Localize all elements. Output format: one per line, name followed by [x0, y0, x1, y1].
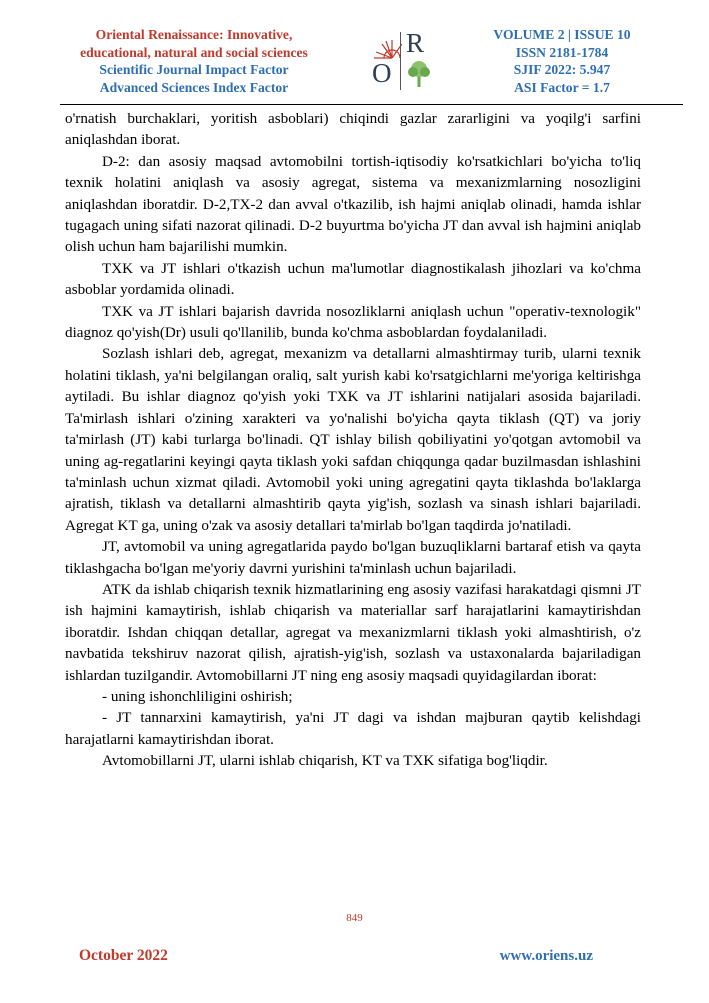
page-header: [0, 0, 709, 106]
tree-icon: [404, 58, 434, 88]
header-divider: [60, 104, 683, 105]
footer-date: October 2022: [79, 947, 168, 964]
logo-letter-r: R: [406, 28, 425, 58]
index-factor-label: Advanced Sciences Index Factor: [99, 79, 289, 95]
journal-title-block: [60, 26, 328, 96]
oriens-logo-icon: [364, 30, 436, 90]
paragraph-continued: o'rnatish burchaklari, yoritish asboblari) chiqindi gazlar zararligini va yoqilg'i sarfini aniqlashdan iborat.: [65, 110, 641, 149]
page-number: 849: [346, 912, 363, 924]
logo-letter-o: O: [372, 58, 392, 88]
paragraph-d2: D-2: dan asosiy maqsad avtomobilni tortish-iqtisodiy ko'rsatkichlari bo'yicha to'liq texnik holatini aniqlash va asosiy agregat, sistema va mexanizmlarning nosozligini aniqlashdan iboratdir. D-2,TX-2 dan avval o'tkazilib, ish hajmi aniqlab olinadi, hamda ishlar tugagach uning sifati nazorat qilinadi. D-2 buyurtma bo'yicha JT dan avval ish hajmini aniqlab olish uchun ham bajarilishi mumkin.: [65, 152, 641, 256]
list-item: - JT tannarxini kamaytirish, ya'ni JT dagi va ishdan majburan qaytib kelishdagi harajatlarni kamaytirishdan iborat.: [65, 709, 641, 748]
issn: ISSN 2181-1784: [515, 44, 609, 60]
asi-factor: ASI Factor = 1.7: [514, 79, 610, 95]
journal-title-line-2: educational, natural and social sciences: [80, 44, 308, 60]
article-body: [65, 108, 641, 772]
issue-info-block: [470, 26, 654, 96]
paragraph-conclusion: Avtomobillarni JT, ularni ishlab chiqarish, KT va TXK sifatiga bog'liqdir.: [102, 752, 548, 770]
paragraph-txk-data: TXK va JT ishlari o'tkazish uchun ma'lumotlar diagnostikalash jihozlari va ko'chma asboblar yordamida olinadi.: [65, 259, 641, 299]
paragraph-operative-diagnosis: TXK va JT ishlari bajarish davrida nosozliklarni aniqlash uchun "operativ-texnologik" diagnoz qo'yish(Dr) usuli qo'llanilib, bunda ko'chma asboblardan foydalaniladi.: [65, 302, 641, 342]
paragraph-atk-tasks: ATK da ishlab chiqarish texnik hizmatlarining eng asosiy vazifasi harakatdagi qismni JT ish hajmini kamaytirish, ishlab chiqarish va materiallar sarf harajatlarini kamaytirishdan iboratdir. Ishdan chiqqan detallar, agregat va mexanizmlarni tiklash yoki almashtirish, o'z navbatida tekshiruv nazorat qilish, ajratish-yig'ish, sozlash va ustaxonalarda bajariladigan ishlardan tuzilgandir. Avtomobillarni JT ning eng asosiy maqsadi quyidagilardan iborat:: [65, 580, 641, 684]
paragraph-jt-purpose: JT, avtomobil va uning agregatlarida paydo bo'lgan buzuqliklarni bartaraf etish va qayta tiklashgacha bo'lgan me'yoriy davrni yurishini ta'minlash uchun bajariladi.: [65, 538, 641, 577]
logo-divider: [400, 32, 401, 90]
footer-website-link[interactable]: www.oriens.uz: [499, 948, 593, 964]
paragraph-adjustment-work: Sozlash ishlari deb, agregat, mexanizm va detallarni almashtirmay turib, ularni texnik holatini tiklash, ya'ni belgilangan oraliq, salt yurish kabi ko'rsatgichlarni me'yoriga keltirishga aytiladi. Bu ishlar diagnoz qo'yish yoki TXK va JT ishlarini natijalari asosida bajariladi. Ta'mirlash ishlari o'zining xarakteri va yo'nalishi bo'yicha qayta tiklash (QT) va joriy ta'mirlash (JT) kabi turlarga bo'linadi. QT ishlay bilish qobiliyatini yo'qotgan avtomobil va uning ag-regatlarini keyingi qayta tiklash yoki safdan chiqqunga qadar buzilmasdan ishlashini ta'minlash uchun xizmat qiladi. Avtomobil yoki uning agregatini qayta tiklashda bo'laklarga ajratish, tiklash va detallarni almashtirib qayta yig'ish, sozlash va sinash ishlari bajariladi. Agregat KT ga, uning o'zak va asosiy detallari ta'mirlab bo'lgan taqdirda jo'natiladi.: [65, 345, 641, 534]
journal-title-line-1: Oriental Renaissance: Innovative,: [95, 27, 293, 42]
volume-issue: VOLUME 2 | ISSUE 10: [493, 27, 631, 42]
impact-factor-label: Scientific Journal Impact Factor: [99, 62, 289, 77]
sjif: SJIF 2022: 5.947: [513, 62, 611, 77]
list-item: - uning ishonchliligini oshirish;: [102, 687, 293, 705]
